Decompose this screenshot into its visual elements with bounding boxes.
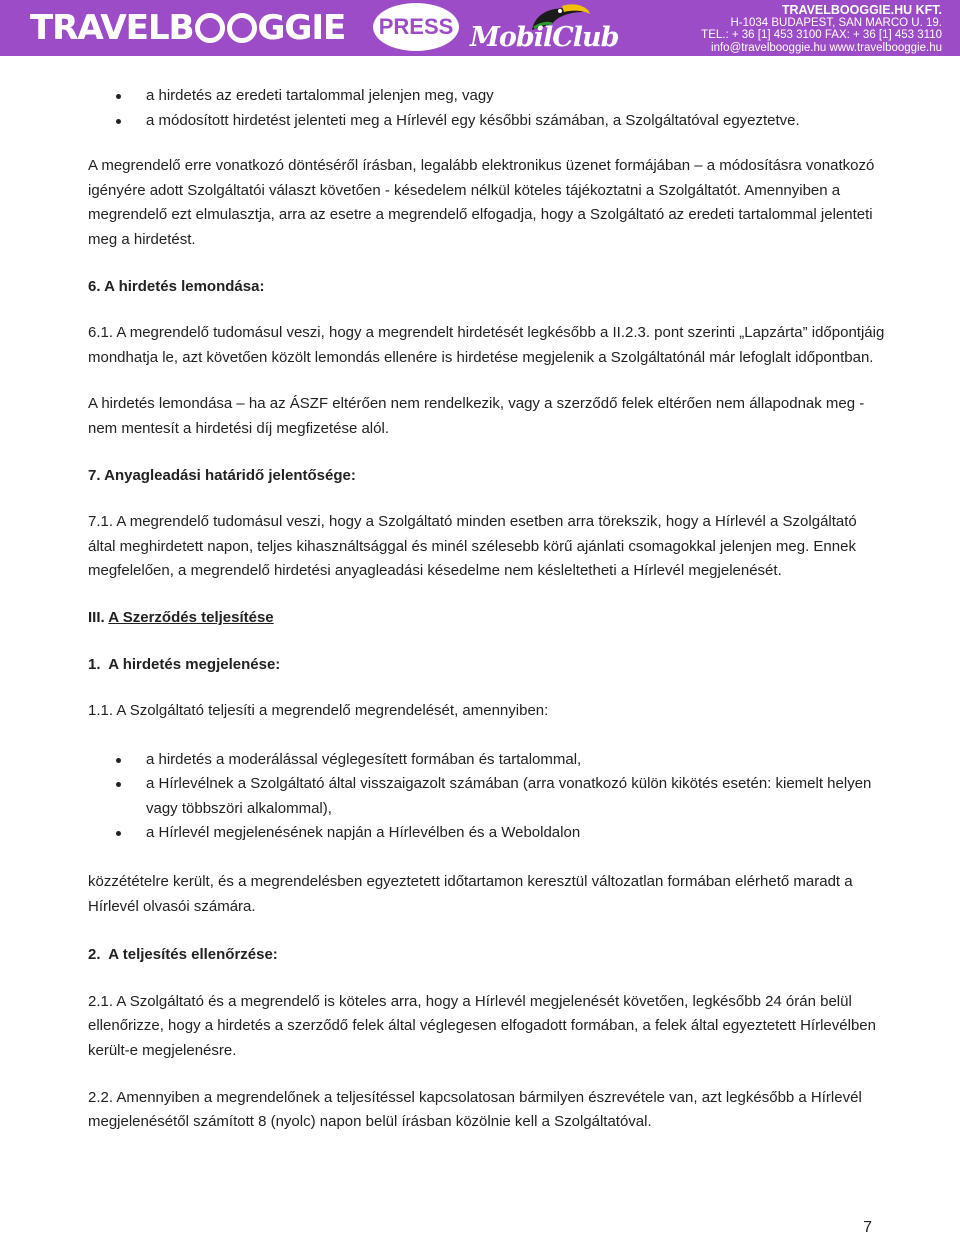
section-heading-6: 6. A hirdetés lemondása: <box>88 277 265 295</box>
company-phone-fax: TEL.: + 36 [1] 453 3100 FAX: + 36 [1] 453 3110 <box>701 29 942 42</box>
logo-travel-left-text: TRAVELB <box>30 8 194 48</box>
company-info <box>701 4 942 54</box>
company-name: TRAVELBOOGGIE.HU KFT. <box>781 3 942 17</box>
mobilclub-logo-text: MobilClub <box>470 22 619 53</box>
paragraph-2-2: 2.2. Amennyiben a megrendelőnek a teljesítéssel kapcsolatosan bármilyen észrevétele van, azt legkésőbb a Hírlevél megjelenésétől számított 8 (nyolc) napon belül írásban közölnie kell a Szolgáltatóval. <box>88 1088 862 1131</box>
press-logo-text: PRESS <box>378 14 454 39</box>
section-heading-2: 2. A teljesítés ellenőrzése: <box>88 946 278 964</box>
paragraph-decision-notice: A megrendelő erre vonatkozó döntéséről írásban, legalább elektronikus üzenet formájában – a módosításra vonatkozó igényére adott Szolgáltatói választ követően - késedelem nélkül köteles tájékoztatni a Szolgáltatót. Amennyiben a megrendelő ezt elmulasztja, arra az esetre a megrendelő elfogadja, hogy a Szolgáltató az eredeti tartalommal jelenteti meg a hirdetést. <box>88 157 875 248</box>
travelbooggie-logo <box>30 4 345 52</box>
list-item: a módosított hirdetést jelenteti meg a Hírlevél egy későbbi számában, a Szolgáltatóval egyeztetve. <box>88 109 888 134</box>
section-heading-1: 1. A hirdetés megjelenése: <box>88 655 281 673</box>
paragraph-6-2: A hirdetés lemondása – ha az ÁSZF eltérően nem rendelkezik, vagy a szerződő felek eltérően nem állapodnak meg - nem mentesít a hirdetési díj megfizetése alól. <box>88 395 865 437</box>
list-item: a Hírlevélnek a Szolgáltató által visszaigazolt számában (arra vonatkozó külön kikötés esetén: kiemelt helyen vagy többszöri alkalommal), <box>88 772 888 821</box>
paragraph-6-1: 6.1. A megrendelő tudomásul veszi, hogy a megrendelt hirdetését legkésőbb a II.2.3. pont szerinti „Lapzárta” időpontjáig mondhatja le, azt követően közölt lemondás ellenére is hirdetése megjelenik a Szolgáltatónál már lefoglalt időpontban. <box>88 324 885 366</box>
logo-ring-icon <box>227 13 257 43</box>
mobilclub-logo <box>470 2 636 54</box>
logo-travel-right-text: GGIE <box>257 8 346 48</box>
list-item: a Hírlevél megjelenésének napján a Hírlevélben és a Weboldalon <box>88 821 888 846</box>
paragraph-7-1: 7.1. A megrendelő tudomásul veszi, hogy a Szolgáltató minden esetben arra törekszik, hogy a Hírlevél a Szolgáltató által meghirdetett napon, teljes kihasználtsággal és minél szélesebb körű ajánlati csomagokkal jelenjen meg. Ennek megfelelően, a megrendelő hirdetési anyagleadási késedelme nem késleltetheti a Hírlevél megjelenését. <box>88 513 857 580</box>
list-item: a hirdetés a moderálással véglegesített formában és tartalommal, <box>88 748 888 773</box>
paragraph-1-2: közzétételre került, és a megrendelésben egyeztetett időtartamon keresztül változatlan formában elérhető maradt a Hírlevél olvasói számára. <box>88 873 853 915</box>
document-body <box>88 84 888 1135</box>
page-number: 7 <box>863 1219 872 1236</box>
logo-ring-icon <box>195 13 225 43</box>
chapter-title: A Szerződés teljesítése <box>108 608 274 626</box>
list-item: a hirdetés az eredeti tartalommal jelenjen meg, vagy <box>88 84 888 109</box>
bullet-list-options <box>88 84 888 133</box>
press-logo <box>373 3 459 51</box>
paragraph-2-1: 2.1. A Szolgáltató és a megrendelő is köteles arra, hogy a Hírlevél megjelenését követően, legkésőbb 24 órán belül ellenőrizze, hogy a hirdetés a szerződő felek által véglegesen elfogadott formában, a felek által egyeztetett Hírlevélben került-e megjelenésre. <box>88 992 876 1060</box>
company-address: H-1034 BUDAPEST, SAN MARCO U. 19. <box>730 16 942 29</box>
chapter-heading-iii <box>88 606 888 631</box>
header-banner <box>0 0 960 56</box>
chapter-number: III. <box>88 608 105 626</box>
paragraph-1-1: 1.1. A Szolgáltató teljesíti a megrendelő megrendelését, amennyiben: <box>88 702 549 720</box>
section-heading-7: 7. Anyagleadási határidő jelentősége: <box>88 466 356 484</box>
bullet-list-conditions <box>88 748 888 846</box>
company-email-web: info@travelbooggie.hu www.travelbooggie.hu <box>711 41 942 54</box>
